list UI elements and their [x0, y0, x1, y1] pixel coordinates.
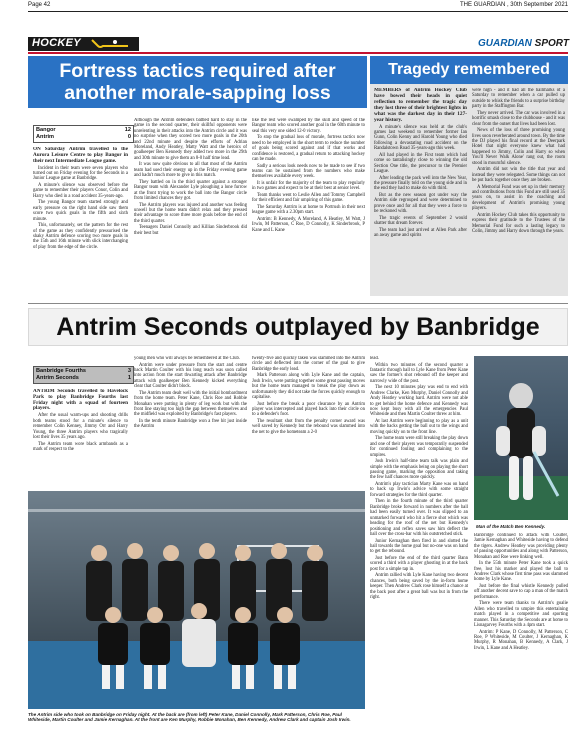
brand-guardian: GUARDIAN: [478, 38, 532, 49]
story3-paragraph: The resultant shot from the penalty corner award was well saved by Kennedy but the rebound was slammed into the net to give the hometeam a 2-0: [252, 419, 365, 435]
story1-scorebox: [33, 125, 134, 143]
story3-paragraph: The Antrim team wore black armbands as a mark of respect to the: [33, 441, 128, 452]
story1-column-1: [33, 147, 128, 297]
story2-paragraph: The team had just arrived at Allen Park after an away game and spirits: [374, 227, 467, 239]
story3-paragraph: Antrim rallied with Lyle Kane having two decent chances, both being saved by the in-form home keeper. Then Andrew Clark rose himself a chance at the back post after a great ball was but in from the right.: [370, 573, 468, 600]
story3-scorebox: [33, 366, 134, 384]
story3-column-1: [33, 389, 128, 488]
story1-paragraph: The Saturday Antrim is at home to Portrush in their next league game with a 2.30pm start.: [252, 205, 365, 216]
story1-column-3: [252, 118, 365, 296]
score-team: Bangor: [36, 127, 56, 133]
story2-paragraph: The tragic events of September 2 would shatter that dream forever.: [374, 215, 467, 227]
story1-headline: [28, 56, 367, 108]
story3-paragraph: Mark Patterson along with Lyle Kane and the captain, Josh Irwin, were putting together some great passing moves but the home team managed to break the play down as unfortunately they did not take the forces quickly enough to capitalise.: [252, 373, 365, 401]
story1-lede: ON Saturday Antrim travelled to the Aurora Leisure Centre to play Bangor in their next Intermediate League game.: [33, 147, 128, 164]
story2-paragraph: News of the loss of three promising young lives soon reverberated around town. By the time the DJ played his final record at the Deerpark Hotel that night everyone knew what had happened to Jimmy, Colin and Harry so when You'll Never Walk Alone' rang out, the room stood in mournful silence.: [472, 128, 565, 166]
story1-headline-line1: Fortress tactics required after: [59, 60, 336, 82]
goalkeeper-figure-icon: [474, 356, 568, 520]
story3-headline: Antrim Seconds outplayed by Banbridge: [56, 313, 540, 341]
story1-paragraph: It is unfair for the majority of the team to play regularly in two games and expect to be at their best at senior level.: [252, 181, 365, 192]
story3-paragraph: Then in the fourth minute of the third quarter Banbridge broke forward in numbers after the ball had been easily turned over. It was slipped to an unmarked forward who hit a fierce shot which was heading for the roof of the net but Kennedy's positioning and reflex saves saw him deflect the ball over the cross-bar with his outstretched stick.: [370, 499, 468, 537]
score-value: 3: [127, 368, 131, 374]
story2-paragraph: After leading the pack well into the New Year, the pressure finally told on the young side and in the end they had to make do with third.: [374, 175, 467, 192]
score-team: Banbridge Fourths: [36, 368, 87, 374]
hockey-stick-icon: [90, 39, 130, 49]
story2-paragraph: But as the new season got under way the Antrim side regrouped and were determined to prove once and for all that they were a force to be reckoned with.: [374, 193, 467, 215]
story3-paragraph: Just before the final whistle Kennedy pulled off another decent save to cap a man of the match performance.: [474, 584, 568, 600]
story3-paragraph: Banbridge continued to attack with Coulter, Jamie Kernaghan and Whiteside having to defend the tigers. Andrew Heatley was providing plenty of passing opportunities and along with Patterson, Monahan and Roe were linking well.: [474, 533, 568, 560]
section-label: HOCKEY: [32, 37, 81, 49]
story3-paragraph: After the usual warm-ups and shooting drills both teams stood for a minute's silence to remember Colin Kenney, Jimmy Orr and Harry Young, the three Antrim players who tragically lost their lives 35 years ago.: [33, 413, 128, 440]
score-team: Antrim: [36, 134, 55, 140]
top-rule: [28, 11, 568, 12]
story2-paragraph: They never arrived. The car was involved in a horrific smash close to the clubhouse - and it was clear from the outset that lives had been lost.: [472, 110, 565, 127]
brand-sport: SPORT: [531, 38, 569, 49]
story3-paragraph: Within two minutes of the second quarter a fantastic through ball to Lyle Kane from Peter Kane saw the former's shot rebound off the keeper and narrowly wide of the post.: [370, 362, 468, 384]
story3-paragraph: Just before the break a poor clearance by an Antrim player was intercepted and played back into their circle on to a defender's foot.: [252, 401, 365, 418]
story2-lede: MEMBERS of Antrim Hockey Club have bowed their heads in quiet reflection to remember the tragic day they lost three of their brightest lights in what was the darkest day in their 127-year history.: [374, 88, 467, 123]
motm-photo: [474, 356, 568, 520]
story3-paragraph: twenty-five and quickly taken was slammed into the Antrim circle and deflected into the corner of the goal to give Banbridge the early lead.: [252, 356, 365, 372]
team-photo-caption: The Antrim side who took on Banbridge on Friday night. At the back are (from left) Peter Kane, Daniel Connolly, Mark Patterson, Chris Roe, Paul Whiteside, Martin Coulter and Jamie Kernaghan. At the front are Ken Murphy, Robbie Monahan, Ben Kennedy, Andrew Clark and captain Josh Irwin.: [28, 712, 351, 723]
story1-paragraph: A minute's silence was observed before the game to remember their players Conor, Colin and Harry who died in a road accident 35-years-ago.: [33, 182, 128, 199]
team-photo: [28, 491, 365, 709]
story1-column-2: [134, 118, 247, 296]
story3-paragraph: The Antrim team dealt well with the initial bombardment from the home team. Peter Kane, Chris Roe and Robbie Monahan were putting in plenty of leg work but with the front line staying too high the gap between themselves and the midfield was exploited by Banbridge's fast players.: [134, 390, 247, 418]
motm-caption: Man of the Match Ben Kennedy.: [476, 524, 546, 529]
story1-paragraph: Although the Antrim defenders battled hard to stay in the game in the second quarter, their skillful opponents were unrelenting in their attacks into the Antrim circle and it was no surprise when they scored two more goals in the 20th and 22nd minute and despite the efforts of Adrian Moreland, Andy Heatley, Matty Watt and the heroics of goalkeeper Ben Kennedy they added two more in the 29th and 30th minute to give them an 8-0 half time lead.: [134, 118, 247, 161]
story1-paragraph: To stop the gradual loss of morale, fortress tactics now need to be employed in the short term to reduce the number of goals being scored against and if that works and confidence is restored, a gradual return to attacking hockey can be made.: [252, 135, 365, 163]
story1-paragraph: The Antrim players was injured and another was feeling unwell but the home team didn't relax and they pressed their advantage to score three more goals before the end of the third quarter.: [134, 202, 247, 224]
page-number: Page 42: [28, 2, 51, 8]
score-value: 1: [127, 375, 131, 381]
story3-paragraph: young men who will always be remembered at the Club.: [134, 356, 240, 361]
story1-paragraph: This, unfortunately, set the pattern for the rest of the game as they confidently pressurised the shaky Antrim defence scoring two more goals in the 15th and 16th minute with slick interchanging of play from the edge of the circle.: [33, 223, 128, 250]
score-value: 12: [124, 127, 131, 133]
story3-paragraph: Antrim's play tactician Marty Kane was on hand to back up Irwin's advice with some straight forward strategies for the third quarter.: [370, 482, 468, 498]
story1-headline-line2: another morale-sapping loss: [64, 82, 331, 104]
story1-paragraph: The young Bangor team started strongly and early pressure on the right hand side saw them score two quick goals in the fifth and sixth minute.: [33, 200, 128, 222]
story2-column-2: [472, 88, 565, 293]
story3-paragraph: Josh Irwin's half-time team talk was plain and simple with the emphasis being on playing the short passing game, marking the opposition and taking the few half chances more quickly.: [370, 459, 468, 481]
story3-paragraph: The next 10 minutes play was end to end with Andrew Clarke, Ken Murphy, Daniel Connolly and Andy Heatley working hard. Antrim were not able to get behind the home defence and Kennedy was now kept busy with all the emergencies Paul Whiteside and then Martin Coulter threw at him.: [370, 385, 468, 418]
story3-lede: ANTRIM Seconds travelled to Havelock Park to play Banbridge Fourths last Friday night with a squad of fourteen players.: [33, 389, 128, 412]
story1-paragraph: Teenagers Daniel Connolly and Killian Sinderbrook did their best but: [134, 225, 247, 236]
story2-paragraph: A Memorial Fund was set up in their memory and contributions from this Fund are still used 35 years on, to assist in the coaching and development of Antrim's promising young players.: [472, 184, 565, 212]
story1-paragraph: It was now quite obvious to all that most of the Antrim team had used their energy up in the Friday evening game and hadn't much more to give in this match.: [134, 162, 247, 179]
story2-column-1: [374, 88, 467, 293]
score-value: 0: [127, 134, 131, 140]
story3-column-2: [134, 356, 247, 488]
story2-headline-bar: [370, 56, 568, 84]
story2-paragraph: were high - and it had all the hallmarks of a Saturday to remember when a car pulled up outside to whisk the friends to a surprise birthday party in the Staffington Bar.: [472, 88, 565, 110]
section-bar: [28, 37, 139, 51]
story3-paragraph: In the tenth minute Banbridge won a free hit just inside the Antrim: [134, 419, 247, 430]
story2-paragraph: A minute's silence was held at the club's games last weekend to remember former Ian Gunn, Colin Kenny and Harold Young who died following a devastating road accident on the Randalstown Road 35-years-ago this week.: [374, 124, 467, 152]
story1-paragraph: Team thanks went to Leslie Allen and Tommy Campbell for their efficient and fair umpiring of this game.: [252, 193, 365, 204]
story1-paragraph: They battled on in the third quarter against a stronger Bangor team with Alexander Lyle ploughing a lone furrow at the front trying to work the ball into the Bangor circle from limited chances they got.: [134, 179, 247, 202]
story3-column-3: [252, 356, 365, 488]
story3-paragraph: In the 55th minute Peter Kane took a quick free, lost his marker and played the ball to Andrew Clark whose first time pass was slammed home by Lyle Kane.: [474, 561, 568, 583]
story3-paragraph: Antrim were under pressure from the start and centre back Martin Coulter with his long reach was soon called into action from the start thwarting attack after Banbridge attack with goalkeeper Ben Kennedy kicked everything clear that Coulter didn't block.: [134, 362, 247, 390]
story3-column-5: [474, 533, 568, 732]
story3-paragraph: At last Antrim were beginning to play as a unit with the backs getting the ball out to the wings and moving quickly on to the front line.: [370, 419, 468, 435]
masthead-date: THE GUARDIAN , 30th September 2021: [459, 2, 568, 8]
story1-paragraph: Sadly a serious look needs now to be made to see if two teams can be sustained from the numbers who make themselves available every week.: [252, 163, 365, 180]
story3-headline-panel: [28, 308, 568, 346]
guardian-sport-brand: [478, 38, 569, 49]
story3-column-4: [370, 356, 468, 732]
story1-paragraph: Incident in their team were seven players who turned out on Friday evening for the Seconds in a Junior League game at Banbridge.: [33, 165, 128, 182]
story3-paragraph: Antrim: P Kane, D Connolly, M Patterson, C Roe, P Whiteside, M Coulter, J Kernaghan, K Murphy, R Monahan, B Kennedy, A Clark, J Irwin, L Kane and A Heatley.: [474, 629, 568, 651]
story3-paragraph: Just before the end of the third quarter Bann scored a third with a player ghosting in at the back post for a simple tap in.: [370, 555, 468, 572]
story2-paragraph: All had played in the First team which had come so tantalisingly close to winning the old Section One title, the precursor to the Premier League.: [374, 152, 467, 175]
story3-paragraph: Junior Kernaghan then fired in and slotted the ball towards the home goal but no-one was on hand to get the rebound.: [370, 538, 468, 555]
score-team: Antrim Seconds: [36, 375, 79, 381]
story3-paragraph: The home team were still breaking the play down and one of their players was temporarily suspended for continued fouling and complaining to the umpires.: [370, 436, 468, 458]
story1-paragraph: like the rest were swamped by the skill and speed of the Bangor team who scored another goal in the 60th minute to seal this very one sided 12-0 victory.: [252, 118, 365, 134]
story3-paragraph: There were team thanks to Antrim's goalie Allen who travelled to umpire this entertaining match played in a competitive and sporting manner. This Saturday the Seconds are at home to Lisnagarvey Fourths with a 4pm start.: [474, 601, 568, 629]
team-group-photo-icon: [28, 491, 365, 709]
story3-paragraph: lead.: [370, 356, 379, 361]
story2-paragraph: Antrim Hockey Club takes this opportunity to express their gratitude to the Trustees of the Memorial Fund for such a lasting legacy to Colin, Jimmy and Harry down through the years.: [472, 212, 565, 235]
section-rule: [28, 52, 568, 54]
story-divider: [28, 303, 568, 304]
story1-paragraph: Antrim: B Kennedy, A Moreland, A Heatley, M Watt, J Irwin, M Patterson, C Roe, D Connolly, K Sinderbrook, P Kane and L Kane: [252, 217, 365, 233]
story2-headline: Tragedy remembered: [388, 61, 550, 78]
story2-paragraph: Antrim did not win the title that year and instead they were relegated. Some things can not be put back together once they are broken.: [472, 167, 565, 184]
